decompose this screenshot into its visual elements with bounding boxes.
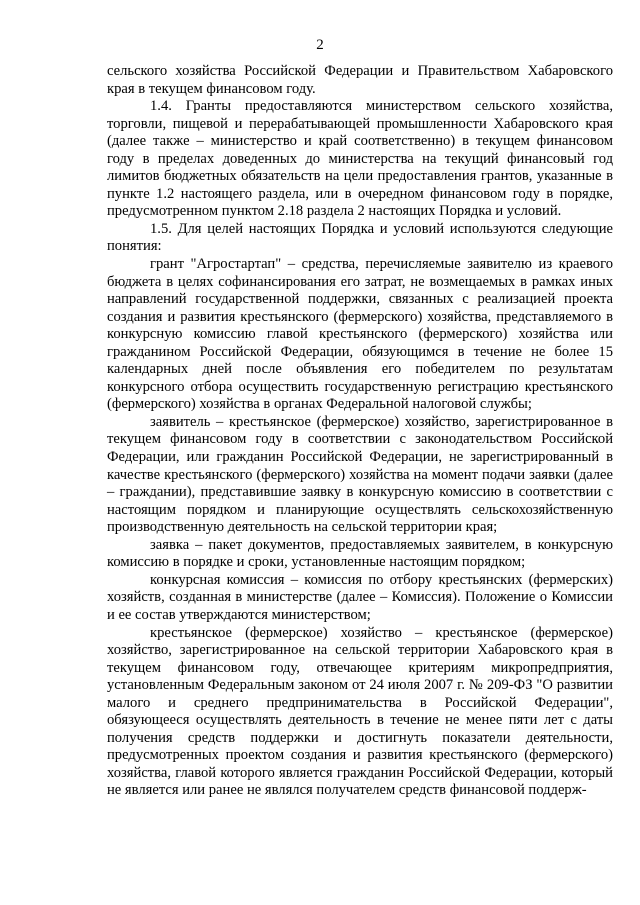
definition-farm: крестьянское (фермерское) хозяйство – крестьянское (фермерское) хозяйство, зарегистрированное на сельской территории Хабаровского края в текущем финансовом году, отвечающее критериям микропредприятия, установленным Федеральным законом от 24 июля 2007 г. № 209-ФЗ "О развитии малого и среднего предпринимательства в Российской Федерации", обязующееся осуществлять деятельность в течение не менее пяти лет с даты получения средств поддержки и достигнуть показатели деятельности, предусмотренных проектом создания и развития крестьянского (фермерского) хозяйства, главой которого является гражданин Российской Федерации, который не является или ранее не являлся получателем средств финансовой поддерж-: [107, 624, 613, 799]
paragraph-1-5: 1.5. Для целей настоящих Порядка и условий используются следующие понятия:: [107, 220, 613, 255]
page-number: 2: [316, 37, 324, 53]
definition-competition-commission: конкурсная комиссия – комиссия по отбору крестьянских (фермерских) хозяйств, созданная в министерстве (далее – Комиссия). Положение о Комиссии и ее состав утверждаются министерством;: [107, 571, 613, 623]
definition-applicant: заявитель – крестьянское (фермерское) хозяйство, зарегистрированное в текущем финансовом году в соответствии с законодательством Российской Федерации, или гражданин Российской Федерации, не зарегистрированный в качестве крестьянского (фермерского) хозяйства на момент подачи заявки (далее – граждании), представившие заявку в конкурсную комиссию в соответствии с настоящим порядком и планирующие осуществлять сельскохозяйственную производственную деятельность на сельской территории края;: [107, 413, 613, 536]
definition-application: заявка – пакет документов, предоставляемых заявителем, в конкурсную комиссию в порядке и сроки, установленные настоящим порядком;: [107, 536, 613, 571]
paragraph-continuation: сельского хозяйства Российской Федерации и Правительством Хабаровского края в текущем финансовом году.: [107, 63, 613, 97]
paragraph-1-4: 1.4. Гранты предоставляются министерством сельского хозяйства, торговли, пищевой и перерабатывающей промышленности Хабаровского края (далее также – министерство и край соответственно) в текущем финансовом году в пределах доведенных до министерства на текущий финансовый год лимитов бюджетных обязательств на цели предоставления грантов, указанные в пункте 1.2 настоящего раздела, или в очередном финансовом году в порядке, предусмотренном пунктом 2.18 раздела 2 настоящих Порядка и условий.: [107, 98, 613, 220]
document-body: [107, 63, 613, 800]
definition-grant-agrostartap: грант "Агростартап" – средства, перечисляемые заявителю из краевого бюджета в целях софинансирования его затрат, не возмещаемых в рамках иных направлений государственной поддержки, связанных с реализацией проекта создания и развития крестьянского (фермерского) хозяйства, представляемого в конкурсную комиссию главой крестьянского (фермерского) хозяйства или гражданином Российской Федерации, обязующимся в течение не более 15 календарных дней после объявления его победителем по результатам конкурсного отбора осуществить государственную регистрацию крестьянского (фермерского) хозяйства в органах Федеральной налоговой службы;: [107, 256, 613, 413]
